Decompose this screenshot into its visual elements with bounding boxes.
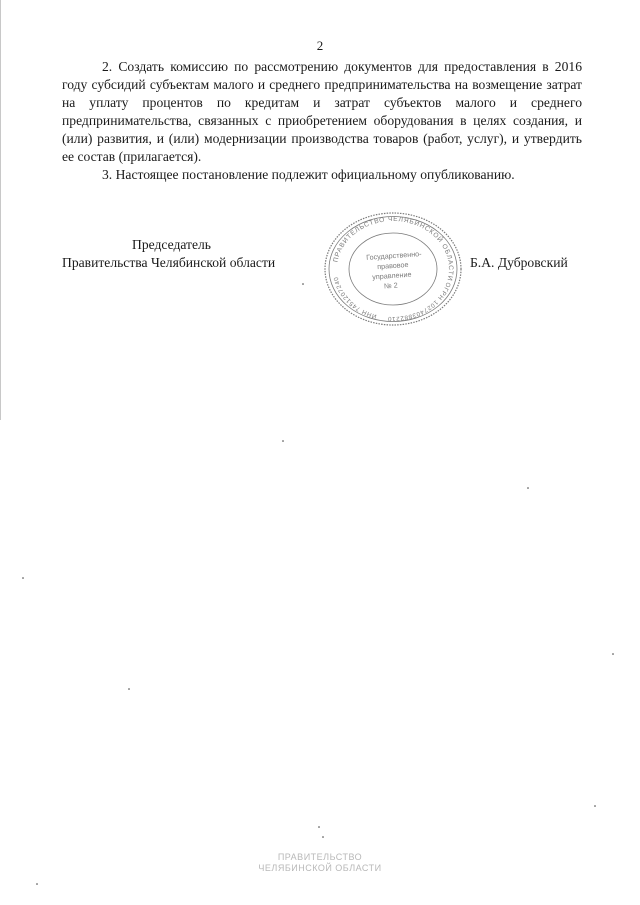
scan-speck [302,283,304,285]
scan-speck [36,883,38,885]
signatory-title-line-1: Председатель [132,237,211,252]
footer-stamp [0,852,640,874]
seal-inner-line-1: Государственно- [365,249,422,262]
footer-stamp-line-1: ПРАВИТЕЛЬСТВО [277,852,363,862]
document-body [62,58,582,184]
scan-speck [612,653,614,655]
page-number: 2 [316,38,324,53]
footer-stamp-line-2: ЧЕЛЯБИНСКОЙ ОБЛАСТИ [258,863,382,873]
scan-speck [282,440,284,442]
seal-inner-line-4: № 2 [383,280,398,291]
scan-speck [322,836,324,838]
seal-inn-text: ИНН 7451207240 [332,275,378,320]
scan-speck [22,577,24,579]
official-seal-icon [322,210,464,328]
seal-inner-line-2: правовое [376,259,409,272]
scan-speck [594,805,596,807]
scan-speck [318,826,320,828]
seal-outer-text: ПРАВИТЕЛЬСТВО ЧЕЛЯБИНСКОЙ ОБЛАСТИ [332,215,455,282]
signatory-name: Б.А. Дубровский [470,255,568,270]
paragraph-3: 3. Настоящее постановление подлежит официальному опубликованию. [102,167,515,182]
signatory-title-line-2: Правительства Челябинской области [62,255,276,270]
signatory-title [62,236,302,272]
paragraph-2: 2. Создать комиссию по рассмотрению документов для предоставления в 2016 году субсидий субъектам малого и среднего предпринимательства на возмещение затрат на уплату процентов по кредитам и затрат субъектов малого и среднего предпринимательства, связанных с приобретением оборудования в целях создания, и (или) развития, и (или) модернизации производства товаров (работ, услуг), и утвердить ее состав (прилагается). [62,59,582,164]
scan-edge-line [0,0,1,420]
scan-speck [128,688,130,690]
seal-inner-line-3: управление [371,269,412,282]
scan-speck [527,487,529,489]
seal-ogrn-text: ОГРН 1027403882210 [387,281,452,323]
